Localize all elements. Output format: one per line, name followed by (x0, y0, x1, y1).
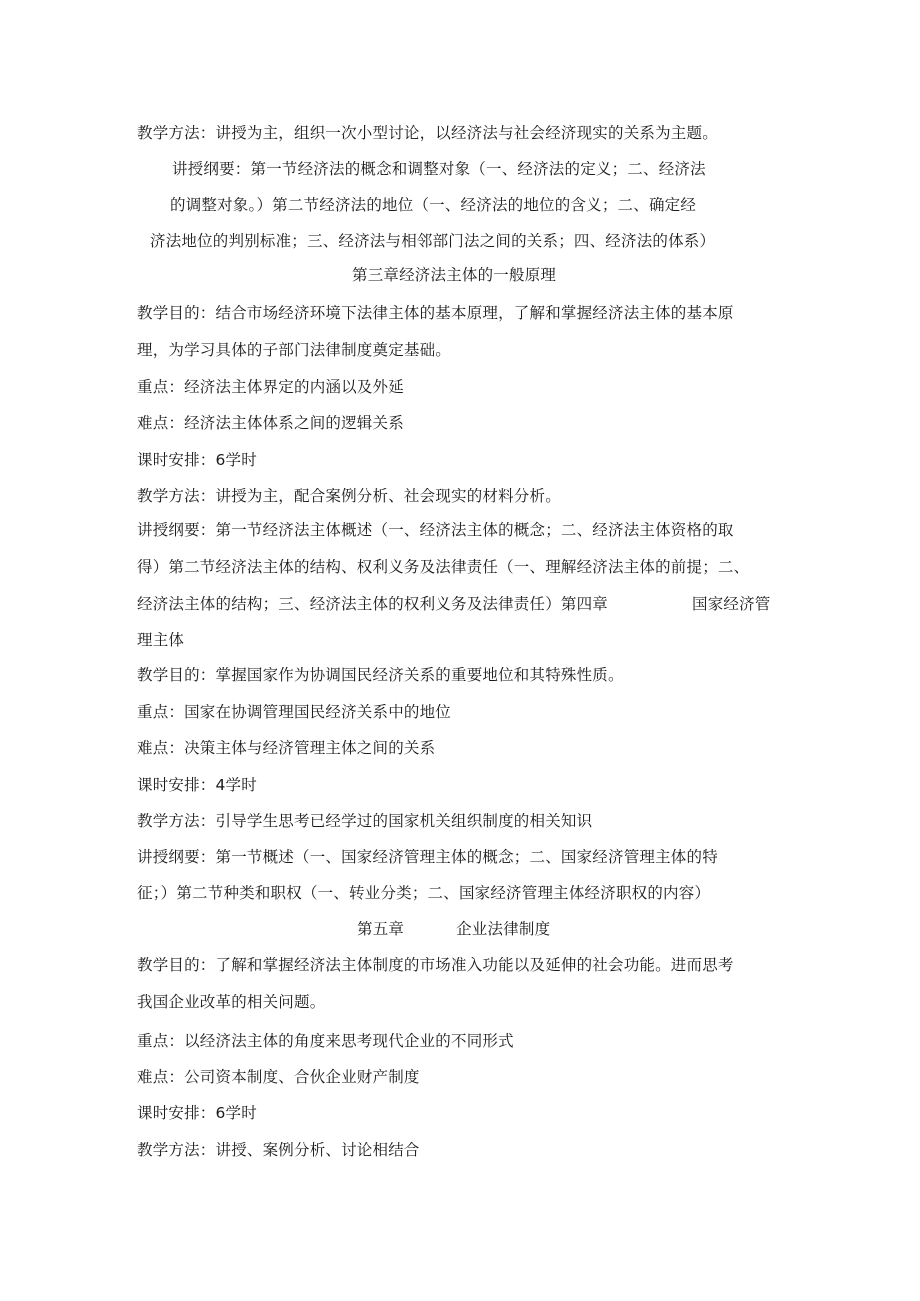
chapter-heading-fragment: 国家经济管 (692, 595, 771, 613)
paragraph-line: 课时安排：6学时 (137, 451, 257, 469)
paragraph-line: 理，为学习具体的子部门法律制度奠定基础。 (137, 341, 452, 359)
chapter-heading: 第三章经济法主体的一般原理 (352, 266, 557, 284)
paragraph-line: 经济法主体的结构；三、经济法主体的权利义务及法律责任）第四章 (137, 595, 609, 613)
paragraph-line: 我国企业改革的相关问题。 (137, 993, 326, 1011)
paragraph-line: 教学方法：讲授、案例分析、讨论相结合 (137, 1141, 420, 1159)
paragraph-line: 征；）第二节种类和职权（一、转业分类；二、国家经济管理主体经济职权的内容） (137, 884, 711, 902)
paragraph-line: 教学方法：讲授为主，配合案例分析、社会现实的材料分析。 (137, 487, 561, 505)
paragraph-line: 教学目的：了解和掌握经济法主体制度的市场准入功能以及延伸的社会功能。进而思考 (137, 956, 734, 974)
chapter-number: 第五章 (357, 920, 405, 938)
chapter-heading (357, 919, 550, 939)
chapter-title: 企业法律制度 (456, 920, 551, 938)
paragraph-line: 难点：决策主体与经济管理主体之间的关系 (137, 739, 436, 757)
paragraph-line: 讲授纲要：第一节经济法主体概述（一、经济法主体的概念；二、经济法主体资格的取 (137, 521, 734, 539)
paragraph-line: 教学目的：结合市场经济环境下法律主体的基本原理，了解和掌握经济法主体的基本原 (137, 304, 734, 322)
paragraph-line: 课时安排：4学时 (137, 776, 257, 794)
paragraph-line: 讲授纲要：第一节概述（一、国家经济管理主体的概念；二、国家经济管理主体的特 (137, 848, 718, 866)
paragraph-line: 难点：公司资本制度、合伙企业财产制度 (137, 1068, 420, 1086)
paragraph-line: 得）第二节经济法主体的结构、权利义务及法律责任（一、理解经济法主体的前提；二、 (137, 558, 750, 576)
paragraph-line: 重点：经济法主体界定的内涵以及外延 (137, 378, 404, 396)
paragraph-line: 教学目的：掌握国家作为协调国民经济关系的重要地位和其特殊性质。 (137, 666, 624, 684)
paragraph-line: 课时安排：6学时 (137, 1104, 257, 1122)
paragraph-line: 教学方法：引导学生思考已经学过的国家机关组织制度的相关知识 (137, 812, 593, 830)
paragraph-line: 的调整对象。）第二节经济法的地位（一、经济法的地位的含义；二、确定经 (170, 196, 697, 214)
paragraph-line: 重点：以经济法主体的角度来思考现代企业的不同形式 (137, 1032, 514, 1050)
paragraph-line: 理主体 (137, 631, 185, 649)
paragraph-line: 重点：国家在协调管理国民经济关系中的地位 (137, 703, 452, 721)
paragraph-line: 讲授纲要：第一节经济法的概念和调整对象（一、经济法的定义；二、经济法 (172, 160, 706, 178)
paragraph-line: 难点：经济法主体体系之间的逻辑关系 (137, 414, 404, 432)
paragraph-line: 济法地位的判别标准；三、经济法与相邻部门法之间的关系；四、经济法的体系） (150, 232, 716, 250)
paragraph-line: 教学方法：讲授为主，组织一次小型讨论，以经济法与社会经济现实的关系为主题。 (137, 124, 718, 142)
